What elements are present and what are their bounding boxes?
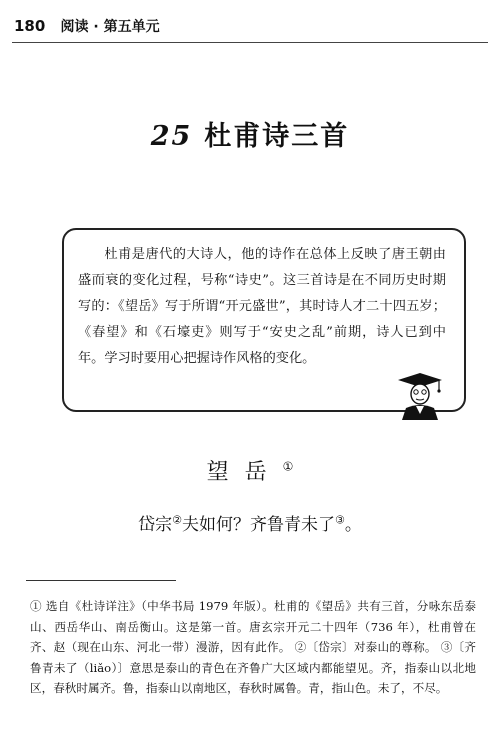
- intro-text: 杜甫是唐代的大诗人，他的诗作在总体上反映了唐王朝由盛而衰的变化过程，号称“诗史”。这三首诗是在不同历史时期写的：《望岳》写于所谓“开元盛世”，其时诗人才二十四五岁；《春望》和《石壕吏》则写于“安史之乱”前期，诗人已到中年。学习时要用心把握诗作风格的变化。: [78, 247, 446, 366]
- poem-line: [0, 510, 500, 535]
- teacher-icon: [394, 370, 446, 420]
- section-title: 阅读 · 第五单元: [60, 19, 160, 35]
- poem-line-a: 岱宗: [138, 515, 173, 535]
- lesson-title: [0, 114, 500, 153]
- poem-title: [0, 455, 500, 486]
- poem-note-b: ③: [335, 513, 345, 527]
- lesson-number: 25: [150, 121, 193, 152]
- page-number: 180: [14, 17, 46, 35]
- poem-title-text: 望岳: [206, 460, 283, 485]
- lesson-title-text: 杜甫诗三首: [204, 121, 350, 152]
- header-rule: [12, 42, 488, 43]
- poem-line-end: 。: [344, 515, 362, 535]
- poem-title-note: ①: [282, 459, 294, 474]
- poem-line-b: 夫如何？齐鲁青未了: [182, 515, 335, 535]
- page-header: [14, 16, 160, 36]
- poem-note-a: ②: [172, 513, 182, 527]
- footnotes: ① 选自《杜诗详注》（中华书局 1979 年版）。杜甫的《望岳》共有三首，分咏东岳泰山、西岳华山、南岳衡山。这是第一首。唐玄宗开元二十四年（736 年），杜甫曾在齐、赵（现在山东、河北一带）漫游，因有此作。 ②〔岱宗〕对泰山的尊称。 ③〔齐鲁青未了（liǎo）〕意思是泰山的青色在齐鲁广大区域内都能望见。齐，指泰山以北地区，春秋时属齐。鲁，指泰山以南地区，春秋时属鲁。青，指山色。未了，不尽。: [30, 599, 476, 696]
- footnote-rule: [26, 580, 176, 581]
